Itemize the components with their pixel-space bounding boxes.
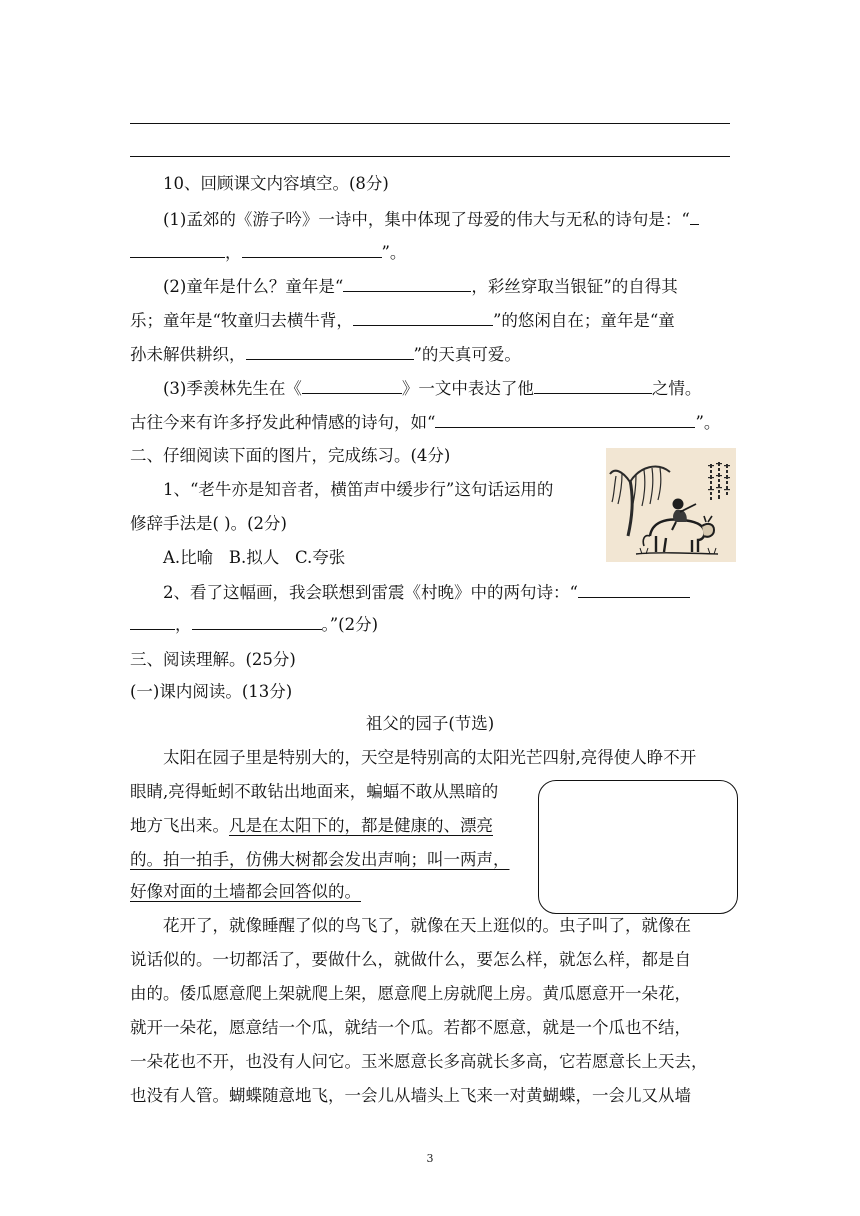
section2-q1-line1: 1、“老牛亦是知音者，横笛声中缓步行”这句话运用的	[163, 480, 554, 499]
section3-heading: 三、阅读理解。(25分)	[130, 650, 296, 669]
fill-blank[interactable]	[246, 342, 414, 360]
fill-blank[interactable]	[534, 376, 652, 394]
fill-blank[interactable]	[578, 580, 690, 598]
underlined-sentence: 好像对面的土墙都会回答似的。	[130, 882, 361, 901]
section2-q1-options: A.比喻 B.拟人 C.夸张	[163, 548, 346, 567]
fill-blank[interactable]	[690, 207, 699, 225]
q10-part2-line2: 乐；童年是“牧童归去横牛背， ”的悠闲自在；童年是“童	[130, 308, 675, 333]
passage-para2-line6: 也没有人管。蝴蝶随意地飞，一会儿从墙头上飞来一对黄蝴蝶，一会儿又从墙	[130, 1086, 691, 1105]
passage-para2-line2: 说话似的。一切都活了，要做什么，就做什么，要怎么样，就怎么样，都是自	[130, 950, 691, 969]
fill-blank[interactable]	[130, 612, 175, 630]
fill-blank[interactable]	[302, 376, 402, 394]
section3-subheading: (一)课内阅读。(13分)	[130, 682, 293, 701]
q10-part2-line1: (2)童年是什么？童年是“ ，彩丝穿取当银钲”的自得其	[163, 274, 678, 299]
section2-heading: 二、仔细阅读下面的图片，完成练习。(4分)	[130, 446, 451, 465]
q10-heading: 10、回顾课文内容填空。(8分)	[163, 174, 389, 193]
q10-part3-line2: 古往今来有许多抒发此种情感的诗句，如“ ”。	[130, 410, 720, 435]
answer-line-1	[130, 123, 730, 124]
q10-part3-line1: (3)季羡林先生在《 》一文中表达了他 之情。	[163, 376, 701, 401]
underlined-sentence: 凡是在太阳下的，都是健康的、漂亮	[229, 816, 493, 835]
fill-blank[interactable]	[130, 240, 225, 258]
section2-q1-line2: 修辞手法是( )。(2分)	[130, 514, 287, 533]
underlined-sentence: 的。拍一拍手，仿佛大树都会发出声响；叫一两声，	[130, 850, 510, 869]
passage-para2-line1: 花开了，就像睡醒了似的鸟飞了，就像在天上逛似的。虫子叫了，就像在	[163, 916, 691, 935]
fill-blank[interactable]	[353, 308, 493, 326]
q10-part1-line1: (1)孟郊的《游子吟》一诗中，集中体现了母爱的伟大与无私的诗句是：“	[163, 207, 699, 232]
fill-blank[interactable]	[343, 274, 471, 292]
page-number: 3	[426, 1152, 434, 1165]
section2-q2-line2: ， 。”(2分)	[130, 612, 378, 637]
fill-blank[interactable]	[435, 410, 695, 428]
passage-para1-line5	[130, 880, 361, 904]
fill-blank[interactable]	[192, 612, 322, 630]
passage-title: 祖父的园子(节选)	[365, 714, 495, 733]
ox-and-herd-boy-illustration	[606, 448, 736, 562]
passage-para1-line1: 太阳在园子里是特别大的，天空是特别高的太阳光芒四射,亮得使人睁不开	[163, 748, 697, 767]
herd-boy-ox-picture	[606, 448, 736, 562]
passage-para2-line3: 由的。倭瓜愿意爬上架就爬上架，愿意爬上房就爬上房。黄瓜愿意开一朵花，	[130, 984, 691, 1003]
passage-para1-line4	[130, 848, 510, 872]
fill-blank[interactable]	[242, 240, 382, 258]
section2-q2-line1: 2、看了这幅画，我会联想到雷震《村晚》中的两句诗：“	[163, 580, 690, 605]
passage-para1-line3: 地方飞出来。凡是在太阳下的，都是健康的、漂亮	[130, 816, 493, 835]
answer-line-2	[130, 156, 730, 157]
passage-para1-line2: 眼睛,亮得蚯蚓不敢钻出地面来，蝙蝠不敢从黑暗的	[130, 782, 499, 801]
passage-para2-line5: 一朵花也不开，也没有人问它。玉米愿意长多高就长多高，它若愿意长上天去，	[130, 1052, 708, 1071]
answer-box[interactable]	[538, 780, 738, 914]
passage-para2-line4: 就开一朵花，愿意结一个瓜，就结一个瓜。若都不愿意，就是一个瓜也不结，	[130, 1018, 691, 1037]
q10-part1-line2: ， ”。	[130, 240, 406, 265]
q10-part2-line3: 孙未解供耕织， ”的天真可爱。	[130, 342, 521, 367]
